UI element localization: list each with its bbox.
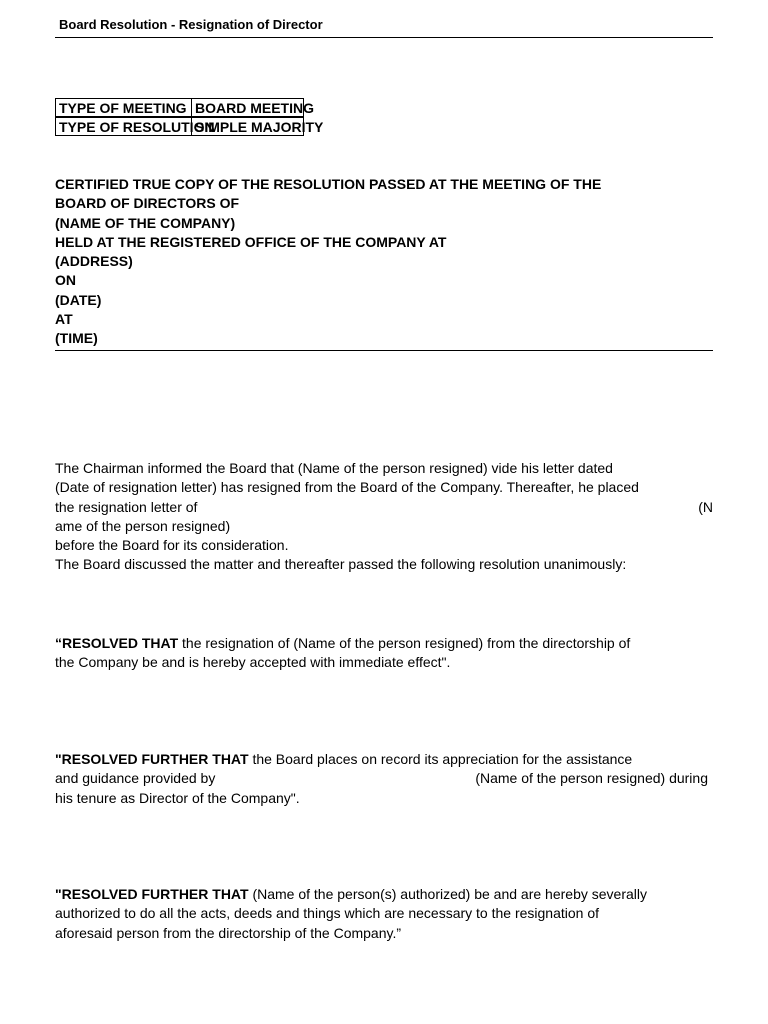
paragraph-line: The Board discussed the matter and thereafter passed the following resolution unanimously: — [55, 556, 627, 573]
paragraph-line — [55, 634, 715, 653]
paragraph-line: ame of the person resigned) — [55, 517, 231, 534]
date-placeholder: (DATE) — [55, 291, 102, 308]
paragraph-line-right: (Name of the person resigned) during — [475, 770, 708, 787]
paragraph-line: before the Board for its consideration. — [55, 537, 289, 554]
resolution-3 — [55, 885, 715, 943]
paragraph-line: The Chairman informed the Board that (Name of the person resigned) vide his letter dated — [55, 460, 613, 476]
certified-line: HELD AT THE REGISTERED OFFICE OF THE COMPANY AT — [55, 233, 447, 250]
paragraph-line — [55, 885, 715, 904]
type-of-meeting-value: BOARD MEETING — [191, 98, 304, 117]
type-of-resolution-label: TYPE OF RESOLUTION — [55, 117, 192, 136]
paragraph-line-left: and guidance provided by — [55, 770, 216, 787]
paragraph-line: (Date of resignation letter) has resigned from the Board of the Company. Thereafter, he placed — [55, 479, 639, 496]
type-of-meeting-label: TYPE OF MEETING — [55, 98, 192, 117]
document-header-title: Board Resolution - Resignation of Director — [59, 17, 323, 32]
paragraph-line — [55, 769, 715, 788]
certified-line: BOARD OF DIRECTORS OF — [55, 195, 240, 212]
certified-line: AT — [55, 311, 73, 328]
resolution-lead: "RESOLVED FURTHER THAT — [55, 751, 249, 767]
resolution-text: (Name of the person(s) authorized) be and are hereby severally — [248, 886, 647, 902]
resolution-text: the resignation of (Name of the person resigned) from the directorship of — [178, 635, 631, 651]
resolution-1 — [55, 634, 715, 673]
chairman-paragraph — [55, 459, 715, 575]
certified-divider — [55, 350, 713, 351]
type-of-resolution-value: SIMPLE MAJORITY — [191, 117, 304, 136]
address-placeholder: (ADDRESS) — [55, 253, 133, 270]
paragraph-line: the Company be and is hereby accepted with immediate effect". — [55, 654, 451, 671]
resolution-lead: “RESOLVED THAT — [55, 635, 179, 651]
paragraph-line — [55, 498, 715, 517]
time-placeholder: (TIME) — [55, 330, 98, 347]
certified-copy-block — [55, 175, 715, 349]
paragraph-line: his tenure as Director of the Company". — [55, 789, 300, 806]
paragraph-line-left: the resignation letter of — [55, 498, 198, 515]
certified-line: ON — [55, 272, 76, 289]
paragraph-line — [55, 750, 715, 769]
resolution-2 — [55, 750, 715, 808]
paragraph-line: authorized to do all the acts, deeds and things which are necessary to the resignation of — [55, 905, 600, 922]
resolution-lead: "RESOLVED FURTHER THAT — [55, 886, 249, 902]
resolution-text: the Board places on record its appreciation for the assistance — [248, 751, 633, 767]
header-divider — [55, 37, 713, 38]
company-name-placeholder: (NAME OF THE COMPANY) — [55, 214, 236, 231]
paragraph-line-right: (N — [698, 498, 713, 515]
certified-line: CERTIFIED TRUE COPY OF THE RESOLUTION PASSED AT THE MEETING OF THE — [55, 176, 602, 192]
paragraph-line: aforesaid person from the directorship of the Company.” — [55, 924, 402, 941]
